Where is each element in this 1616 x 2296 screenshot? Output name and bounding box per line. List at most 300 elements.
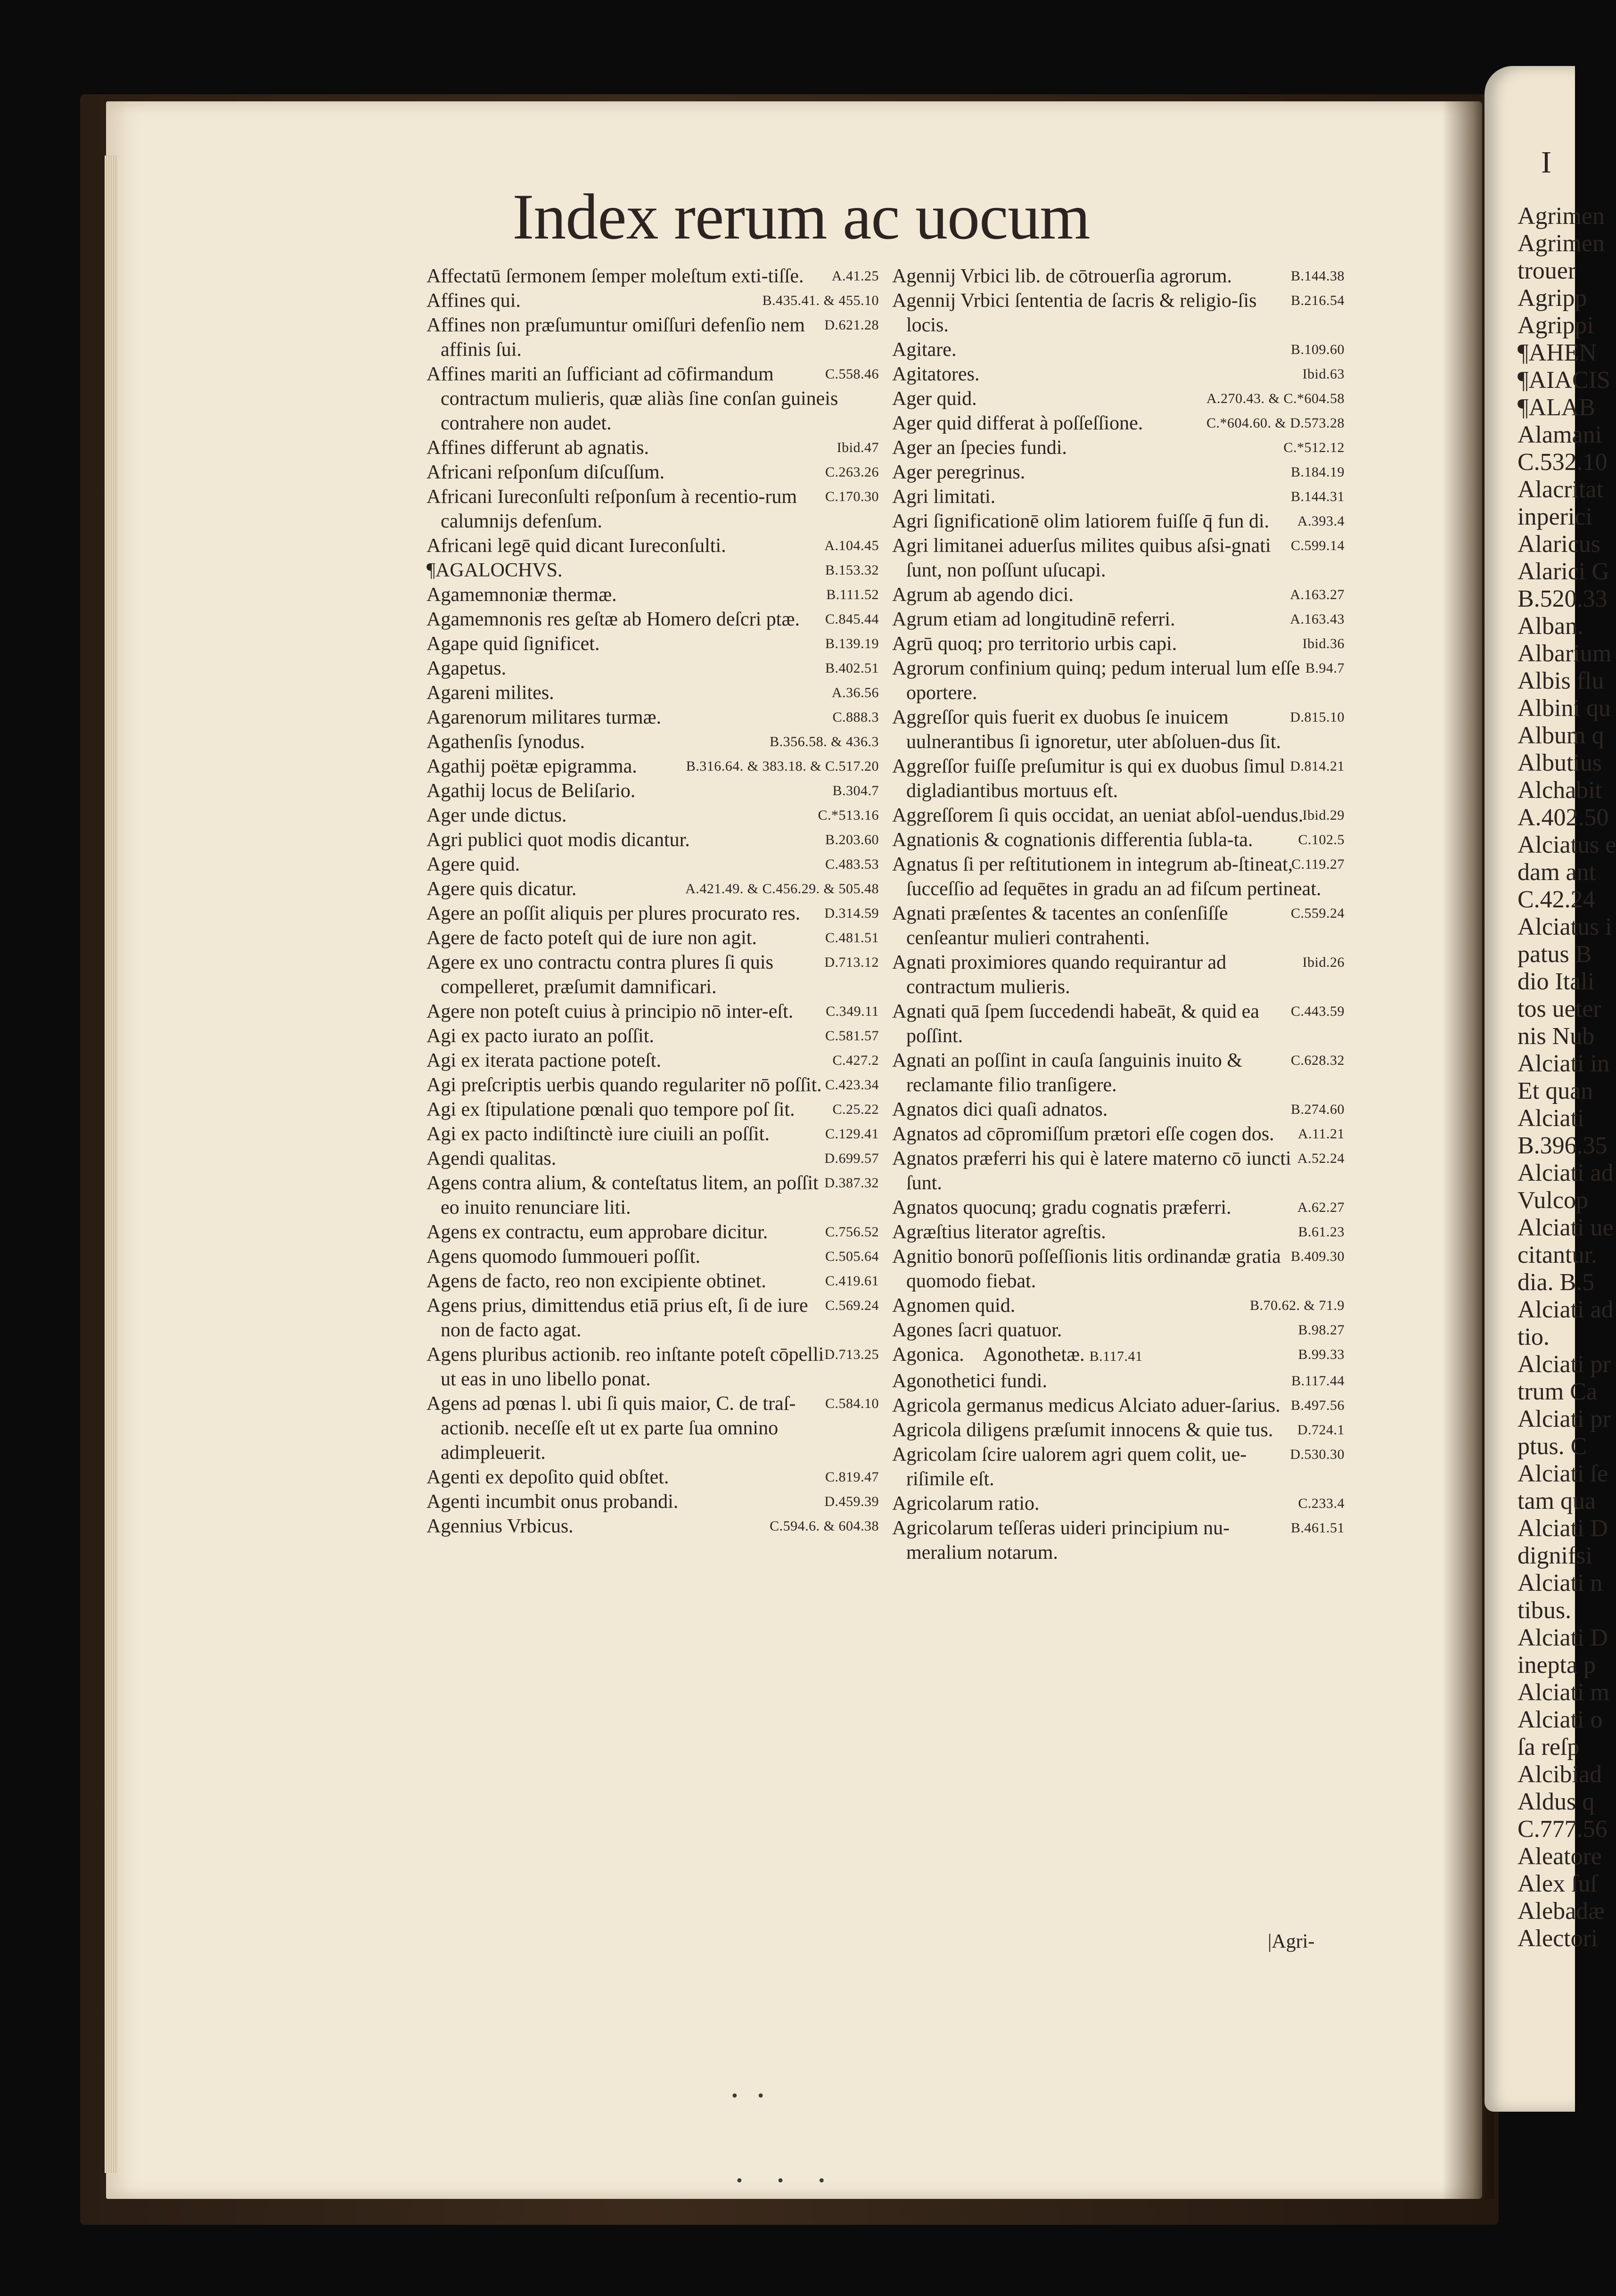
facing-line: C.42.24	[1518, 886, 1595, 913]
entry-text: Agnati præſentes & tacentes an conſenſiſſe cenſeantur mulieri contrahenti.	[892, 903, 1228, 949]
entry-text: Affines qui.	[427, 290, 521, 312]
facing-line: ptus. C	[1518, 1433, 1587, 1460]
index-entry	[892, 803, 1345, 828]
entry-reference: C.349.11	[826, 1004, 879, 1019]
index-entry	[892, 828, 1345, 852]
entry-text: Agnatos quocunq; gradu cognatis præferri.	[892, 1197, 1231, 1218]
index-entry	[892, 754, 1345, 803]
index-entry	[427, 534, 879, 558]
entry-text: Ager peregrinus.	[892, 461, 1025, 483]
entry-text: Agens quomodo ſummoueri poſſit.	[427, 1246, 700, 1267]
entry-reference: C.443.59	[1290, 1004, 1345, 1019]
entry-reference: A.41.25	[831, 268, 879, 284]
facing-line: Alcibiad	[1518, 1761, 1602, 1788]
entry-text: Agri publici quot modis dicantur.	[427, 829, 690, 851]
entry-text: Aggreſſorem ſi quis occidat, an ueniat abſol-uendus.	[892, 805, 1304, 826]
entry-text: Agareni milites.	[427, 682, 554, 704]
facing-line: B.396.35	[1518, 1132, 1608, 1159]
facing-line: tos ueter	[1518, 996, 1601, 1022]
entry-text: Agere de facto poteſt qui de iure non agit.	[427, 927, 757, 949]
index-entry	[427, 1122, 879, 1146]
index-entry	[427, 656, 879, 681]
entry-text: Agricola germanus medicus Alciato aduer-ſarius.	[892, 1395, 1280, 1416]
entry-reference: A.393.4	[1297, 513, 1345, 529]
index-entry	[427, 485, 879, 534]
facing-line: Aleatore	[1518, 1843, 1602, 1870]
entry-text: Agere ex uno contractu contra plures ſi quis compelleret, præſumit damnificari.	[427, 952, 773, 998]
entry-text: Agamemnonis res geſtæ ab Homero deſcri ptæ.	[427, 609, 800, 630]
entry-text: Agenti incumbit onus probandi.	[427, 1491, 679, 1513]
entry-reference: B.184.19	[1290, 464, 1345, 480]
facing-line: ¶ALAB	[1518, 394, 1596, 421]
entry-text: ¶AGALOCHVS.	[427, 560, 563, 581]
facing-line: trouer	[1518, 257, 1576, 284]
entry-reference: B.144.31	[1290, 489, 1345, 504]
entry-reference: C.427.2	[832, 1053, 879, 1068]
entry-text: Agathij locus de Beliſario.	[427, 780, 636, 802]
index-entry	[427, 558, 879, 583]
index-entry	[892, 362, 1345, 387]
entry-text: Agarenorum militares turmæ.	[427, 707, 662, 728]
entry-reference: D.314.59	[824, 905, 879, 921]
facing-line: Aldus q	[1518, 1788, 1595, 1815]
entry-reference: B.111.52	[826, 587, 879, 602]
facing-line: ¶AIACIS	[1518, 367, 1610, 394]
facing-line: Agrippi	[1518, 312, 1594, 339]
entry-text: Agonica.	[892, 1344, 964, 1366]
entry-text: Agi ex pacto indiſtinctè iure ciuili an poſſit.	[427, 1123, 770, 1145]
facing-line: A.402.50	[1518, 804, 1609, 831]
facing-line: Alciati m	[1518, 1679, 1609, 1706]
facing-line: Alciati ſe	[1518, 1460, 1608, 1487]
index-entry	[427, 1514, 879, 1539]
index-entry	[892, 1048, 1345, 1097]
entry-reference: C.628.32	[1290, 1053, 1345, 1068]
entry-text: Agathenſis ſynodus.	[427, 731, 585, 753]
entry-text: Agape quid ſignificet.	[427, 633, 600, 655]
facing-line: Alciatus i	[1518, 913, 1612, 940]
facing-line: Alectori	[1518, 1925, 1598, 1952]
entry-text: Africani Iureconſulti reſponſum à recentio-rum calumnijs defenſum.	[427, 486, 797, 532]
entry-reference: C.423.34	[825, 1077, 879, 1093]
facing-line: Et quan	[1518, 1078, 1593, 1104]
entry-reference: C.819.47	[825, 1469, 879, 1485]
entry-reference: Ibid.36	[1302, 636, 1345, 651]
entry-text: Agendi qualitas.	[427, 1148, 557, 1169]
index-entry	[427, 705, 879, 730]
facing-line: Alciati D	[1518, 1624, 1608, 1651]
facing-line: C.777.56	[1518, 1816, 1608, 1843]
index-entry	[892, 1220, 1345, 1244]
index-entry	[427, 1146, 879, 1171]
entry-text: Ager quid.	[892, 388, 977, 410]
entry-text: Agere an poſſit aliquis per plures procurato res.	[427, 903, 801, 924]
index-entry	[892, 1293, 1345, 1318]
entry-reference: C.505.64	[825, 1249, 879, 1264]
facing-line: Alaricus	[1518, 531, 1601, 558]
facing-line: dia. B.5	[1518, 1269, 1595, 1296]
entry-text: Agitatores.	[892, 363, 980, 385]
index-entry	[427, 1220, 879, 1244]
index-entry	[892, 387, 1345, 411]
entry-text: Agrum etiam ad longitudinē referri.	[892, 609, 1175, 630]
entry-reference: C.419.61	[825, 1273, 879, 1289]
entry-reference: C.481.51	[825, 930, 879, 946]
facing-line: Alciati pr	[1518, 1351, 1611, 1378]
entry-reference: A.11.21	[1297, 1126, 1345, 1142]
entry-reference: A.421.49. & C.456.29. & 505.48	[685, 881, 879, 897]
entry-reference: C.263.26	[825, 464, 879, 480]
entry-reference: C.483.53	[825, 856, 879, 872]
facing-line: Agrimen	[1518, 230, 1605, 257]
index-entry	[892, 1122, 1345, 1146]
entry-text: Agrum ab agendo dici.	[892, 584, 1074, 606]
entry-reference: C.233.4	[1298, 1496, 1345, 1511]
index-entry	[427, 950, 879, 999]
facing-line: citantur.	[1518, 1242, 1597, 1268]
entry-text: Agonothetici fundi.	[892, 1370, 1047, 1392]
page-edges	[105, 156, 118, 2173]
entry-text: Agones ſacri quatuor.	[892, 1319, 1062, 1341]
facing-line: Agrimen	[1518, 203, 1605, 230]
index-entry	[892, 1146, 1345, 1195]
index-entry	[892, 534, 1345, 583]
facing-line: tio.	[1518, 1324, 1550, 1350]
entry-text: Agnationis & cognationis differentia ſubla-ta.	[892, 829, 1253, 851]
entry-reference: C.888.3	[832, 709, 879, 725]
entry-reference: C.584.10	[825, 1396, 879, 1411]
entry-extra-reference: B.117.41	[1089, 1349, 1143, 1364]
entry-text: Agnati proximiores quando requirantur ad contractum mulieris.	[892, 952, 1227, 998]
entry-reference: B.461.51	[1290, 1520, 1345, 1536]
facing-line: Alban.	[1518, 613, 1584, 640]
facing-line: tibus.	[1518, 1597, 1572, 1624]
entry-text: Agitare.	[892, 339, 957, 361]
entry-reference: C.129.41	[825, 1126, 879, 1142]
entry-text: Agennius Vrbicus.	[427, 1515, 574, 1537]
index-entry	[427, 803, 879, 828]
index-entry	[427, 877, 879, 901]
index-entry	[427, 1073, 879, 1097]
entry-text: Agenti ex depoſito quid obſtet.	[427, 1466, 669, 1488]
entry-reference: C.845.44	[825, 611, 879, 627]
entry-reference: A.62.27	[1297, 1200, 1345, 1215]
entry-text: Affines non præſumuntur omiſſuri defenſio nem affinis ſui.	[427, 314, 805, 361]
entry-reference: B.70.62. & 71.9	[1250, 1298, 1345, 1313]
entry-text: Agri limitanei aduerſus milites quibus aſsi-gnati ſunt, non poſſunt uſucapi.	[892, 535, 1271, 581]
facing-line: nis Nub	[1518, 1023, 1595, 1050]
entry-reference: C.569.24	[825, 1298, 879, 1313]
facing-line: Alamani	[1518, 421, 1602, 448]
index-entry	[427, 1024, 879, 1048]
entry-text: Agnatos dici quaſi adnatos.	[892, 1099, 1108, 1120]
index-entry	[427, 264, 879, 288]
facing-line: Alciati ue	[1518, 1214, 1614, 1241]
entry-reference: A.163.43	[1290, 611, 1345, 627]
entry-reference: C.*512.12	[1283, 440, 1345, 455]
entry-text: Agi ex pacto iurato an poſſit.	[427, 1025, 654, 1047]
entry-reference: B.316.64. & 383.18. & C.517.20	[686, 758, 879, 774]
entry-reference: C.558.46	[825, 366, 879, 382]
entry-text: Aggreſſor quis fuerit ex duobus ſe inuicem uulnerantibus ſi ignoretur, uter abſoluen-dus ſit.	[892, 707, 1281, 753]
entry-reference: B.94.7	[1305, 660, 1345, 676]
entry-reference: B.203.60	[825, 832, 879, 848]
entry-reference: C.559.24	[1290, 905, 1345, 921]
entry-reference: B.98.27	[1298, 1322, 1345, 1338]
entry-reference: B.99.33	[1298, 1347, 1345, 1362]
entry-text: Agathij poëtæ epigramma.	[427, 756, 637, 777]
facing-line: Alciati D	[1518, 1515, 1608, 1542]
index-entry	[892, 337, 1345, 362]
left-column	[427, 264, 879, 1539]
index-entry	[427, 1342, 879, 1391]
entry-text: Affectatū ſermonem ſemper moleſtum exti-tiſſe.	[427, 265, 804, 287]
index-entry	[892, 901, 1345, 950]
index-entry	[427, 460, 879, 485]
entry-text: Aggreſſor fuiſſe preſumitur is qui ex duobus ſimul digladiantibus mortuus eſt.	[892, 756, 1286, 802]
entry-text: Agamemnoniæ thermæ.	[427, 584, 617, 606]
entry-reference: C.756.52	[825, 1224, 879, 1240]
index-entry	[427, 1269, 879, 1293]
facing-title-fragment: I	[1541, 145, 1551, 180]
facing-line: tam qua	[1518, 1488, 1596, 1514]
entry-reference: D.815.10	[1290, 709, 1345, 725]
index-entry	[892, 1418, 1345, 1442]
index-entry	[892, 1318, 1345, 1342]
entry-reference: B.216.54	[1290, 293, 1345, 308]
index-entry	[892, 950, 1345, 999]
entry-text: Agrorum confinium quinq; pedum interual lum eſſe oportere.	[892, 658, 1300, 704]
entry-reference: C.581.57	[825, 1028, 879, 1044]
index-entry	[892, 460, 1345, 485]
index-entry	[892, 1491, 1345, 1516]
right-column	[892, 264, 1345, 1565]
facing-line: ¶AHEN	[1518, 339, 1597, 366]
index-entry	[892, 656, 1345, 705]
facing-line: trum Ca	[1518, 1378, 1597, 1405]
entry-reference: C.599.14	[1290, 538, 1345, 553]
entry-text: Agi ex ſtipulatione pœnali quo tempore poſ ſit.	[427, 1099, 795, 1120]
entry-reference: B.61.23	[1298, 1224, 1345, 1240]
entry-text: Agapetus.	[427, 658, 507, 679]
entry-text: Agere quis dicatur.	[427, 878, 577, 900]
entry-reference: D.621.28	[824, 317, 879, 333]
entry-reference: C.119.27	[1291, 856, 1345, 872]
entry-text: Agricolam ſcire ualorem agri quem colit, ue-riſimile eſt.	[892, 1444, 1247, 1490]
entry-reference: B.153.32	[825, 562, 879, 578]
index-entry	[892, 607, 1345, 632]
entry-text: Agens prius, dimittendus etiā prius eſt, ſi de iure non de facto agat.	[427, 1295, 808, 1341]
entry-reference: B.409.30	[1290, 1249, 1345, 1264]
facing-line: dio Itali	[1518, 968, 1595, 995]
entry-reference: C.*513.16	[818, 807, 879, 823]
entry-reference: B.109.60	[1290, 342, 1345, 357]
facing-line: B.520.33	[1518, 585, 1608, 612]
entry-reference: B.304.7	[832, 783, 879, 798]
facing-line: Albutius	[1518, 749, 1602, 776]
entry-reference: D.713.25	[824, 1347, 879, 1362]
index-entry	[892, 852, 1345, 901]
entry-text: Agi preſcriptis uerbis quando regulariter nō poſſit.	[427, 1074, 822, 1096]
entry-reference: Ibid.26	[1302, 955, 1345, 970]
entry-text: Ager an ſpecies fundi.	[892, 437, 1067, 459]
index-entry	[892, 411, 1345, 436]
entry-reference: B.139.19	[825, 636, 879, 651]
index-entry	[892, 288, 1345, 337]
entry-text: Agens de facto, reo non excipiente obtinet.	[427, 1270, 766, 1292]
index-entry	[427, 1171, 879, 1220]
facing-line: Alebadæ	[1518, 1898, 1605, 1925]
facing-line: Vulcop	[1518, 1187, 1588, 1214]
facing-line: Alchabit	[1518, 777, 1602, 804]
entry-text: Affines mariti an ſufficiant ad cōfirmandum contractum mulieris, quæ aliàs ſine conſan guineis contrahere non audet.	[427, 363, 838, 434]
page-marks-lower: • • •	[735, 2173, 840, 2189]
entry-reference: A.104.45	[824, 538, 879, 553]
entry-text: Agricolarum ratio.	[892, 1493, 1040, 1514]
entry-reference: B.356.58. & 436.3	[770, 734, 879, 749]
entry-text: Affines differunt ab agnatis.	[427, 437, 649, 459]
index-entry	[427, 754, 879, 779]
page-title: Index rerum ac uocum	[512, 181, 1090, 253]
entry-text: Agri limitati.	[892, 486, 996, 508]
index-entry	[427, 1391, 879, 1465]
facing-line: Album q	[1518, 722, 1604, 749]
facing-line: Albarium	[1518, 640, 1612, 667]
index-entry	[427, 632, 879, 656]
entry-reference: B.274.60	[1290, 1102, 1345, 1117]
facing-line: Alarici G	[1518, 558, 1609, 585]
facing-line: dam ant	[1518, 859, 1596, 886]
facing-line: C.532.10	[1518, 449, 1608, 476]
index-entry	[427, 362, 879, 436]
index-entry	[892, 705, 1345, 754]
facing-line: Albis flu	[1518, 667, 1604, 694]
entry-text: Agens pluribus actionib. reo inſtante poteſt cōpelli ut eas in uno libello ponat.	[427, 1344, 824, 1390]
entry-text: Agens ex contractu, eum approbare dicitur.	[427, 1221, 768, 1243]
entry-reference: B.497.56	[1290, 1398, 1345, 1413]
entry-text: Agnatus ſi per reſtitutionem in integrum ab-ſtineat, ſucceſſio ad ſequētes in gradu an ad fiſcum pertineat.	[892, 854, 1321, 900]
entry-reference: C.25.22	[832, 1102, 879, 1117]
index-entry	[892, 1442, 1345, 1491]
facing-line: Alciatus e	[1518, 831, 1616, 858]
entry-text: Agri ſignificationē olim latiorem fuiſſe q̄ fun di.	[892, 510, 1270, 532]
index-entry	[427, 1097, 879, 1122]
entry-reference: C.*604.60. & D.573.28	[1206, 415, 1345, 431]
index-entry	[427, 852, 879, 877]
facing-line: Agripp	[1518, 285, 1587, 312]
entry-extra-text: Agonothetæ.	[983, 1344, 1085, 1366]
index-entry	[892, 632, 1345, 656]
index-entry	[427, 1244, 879, 1269]
entry-reference: C.102.5	[1298, 832, 1345, 848]
entry-reference: B.435.41. & 455.10	[762, 293, 879, 308]
index-entry	[427, 607, 879, 632]
facing-line: Alciati in	[1518, 1050, 1609, 1077]
facing-line: Alciati ad	[1518, 1296, 1614, 1323]
entry-text: Ager unde dictus.	[427, 805, 567, 826]
entry-text: Agræſtius literator agreſtis.	[892, 1221, 1106, 1243]
index-entry	[892, 264, 1345, 288]
facing-line: Alciati	[1518, 1105, 1584, 1132]
entry-text: Agnati quā ſpem ſuccedendi habeāt, & quid ea poſſint.	[892, 1001, 1260, 1047]
index-entry	[892, 1244, 1345, 1293]
index-entry	[892, 1393, 1345, 1418]
index-entry	[427, 1293, 879, 1342]
index-entry	[427, 583, 879, 607]
entry-text: Agnatos ad cōpromiſſum prætori eſſe cogen dos.	[892, 1123, 1274, 1145]
index-entry	[427, 926, 879, 950]
entry-reference: C.170.30	[825, 489, 879, 504]
entry-reference: A.52.24	[1297, 1151, 1345, 1166]
entry-reference: D.814.21	[1290, 758, 1345, 774]
entry-text: Agi ex iterata pactione poteſt.	[427, 1050, 661, 1071]
entry-reference: A.36.56	[831, 685, 879, 700]
index-entry	[427, 828, 879, 852]
entry-text: Agricolarum teſſeras uideri principium nu-meralium notarum.	[892, 1517, 1230, 1564]
entry-reference: B.402.51	[825, 660, 879, 676]
entry-reference: C.594.6. & 604.38	[770, 1518, 879, 1534]
index-entry	[427, 779, 879, 803]
index-entry	[427, 901, 879, 926]
index-entry	[892, 1369, 1345, 1393]
index-entry	[892, 485, 1345, 509]
index-entry	[892, 999, 1345, 1048]
entry-text: Agricola diligens præſumit innocens & quie tus.	[892, 1419, 1273, 1441]
facing-page	[1485, 66, 1616, 2112]
entry-reference: Ibid.47	[837, 440, 879, 455]
facing-line: Alciati ad	[1518, 1160, 1614, 1186]
page-marks: • •	[730, 2088, 771, 2105]
entry-text: Ager quid differat à poſſeſſione.	[892, 412, 1143, 434]
entry-reference: Ibid.63	[1302, 366, 1345, 382]
entry-reference: D.699.57	[824, 1151, 879, 1166]
index-entry	[892, 1342, 1345, 1369]
facing-line: inperici	[1518, 503, 1592, 530]
facing-line: inepta p	[1518, 1652, 1596, 1679]
entry-reference: A.270.43. & C.*604.58	[1206, 391, 1345, 406]
facing-line: Alciati o	[1518, 1706, 1603, 1733]
entry-reference: D.724.1	[1297, 1422, 1345, 1438]
index-entry	[892, 1516, 1345, 1565]
index-entry	[427, 681, 879, 705]
index-entry	[427, 1048, 879, 1073]
entry-text: Agere non poteſt cuius à principio nō inter-eſt.	[427, 1001, 794, 1022]
entry-text: Agens contra alium, & conteſtatus litem, an poſſit eo inuito renunciare liti.	[427, 1172, 819, 1218]
entry-text: Agens ad pœnas l. ubi ſi quis maior, C. de traſ-actionib. neceſſe eſt ut ex parte ſua omnino adimpleuerit.	[427, 1393, 796, 1464]
facing-line: Alciati n	[1518, 1570, 1603, 1597]
facing-line: Albini qu	[1518, 695, 1611, 722]
index-entry	[427, 288, 879, 313]
entry-text: Agere quid.	[427, 854, 520, 875]
facing-lines	[1485, 203, 1616, 1952]
catchword: |Agri-	[1268, 1931, 1315, 1952]
index-entry	[892, 583, 1345, 607]
index-entry	[427, 999, 879, 1024]
entry-reference: D.713.12	[824, 955, 879, 970]
facing-line: dignifsi	[1518, 1542, 1592, 1569]
entry-text: Agennij Vrbici ſententia de ſacris & religio-ſis locis.	[892, 290, 1257, 336]
index-entry	[427, 730, 879, 754]
entry-text: Agnatos præferri his qui è latere materno cō iuncti ſunt.	[892, 1148, 1291, 1194]
entry-reference: B.144.38	[1290, 268, 1345, 284]
entry-reference: D.530.30	[1290, 1447, 1345, 1462]
entry-text: Agnitio bonorū poſſeſſionis litis ordinandæ gratia quomodo fiebat.	[892, 1246, 1281, 1292]
entry-reference: A.163.27	[1290, 587, 1345, 602]
entry-text: Agrū quoq; pro territorio urbis capi.	[892, 633, 1177, 655]
entry-text: Africani reſponſum diſcuſſum.	[427, 461, 665, 483]
facing-line: Alex ſuſ	[1518, 1870, 1597, 1897]
facing-line: ſa reſp	[1518, 1734, 1580, 1761]
